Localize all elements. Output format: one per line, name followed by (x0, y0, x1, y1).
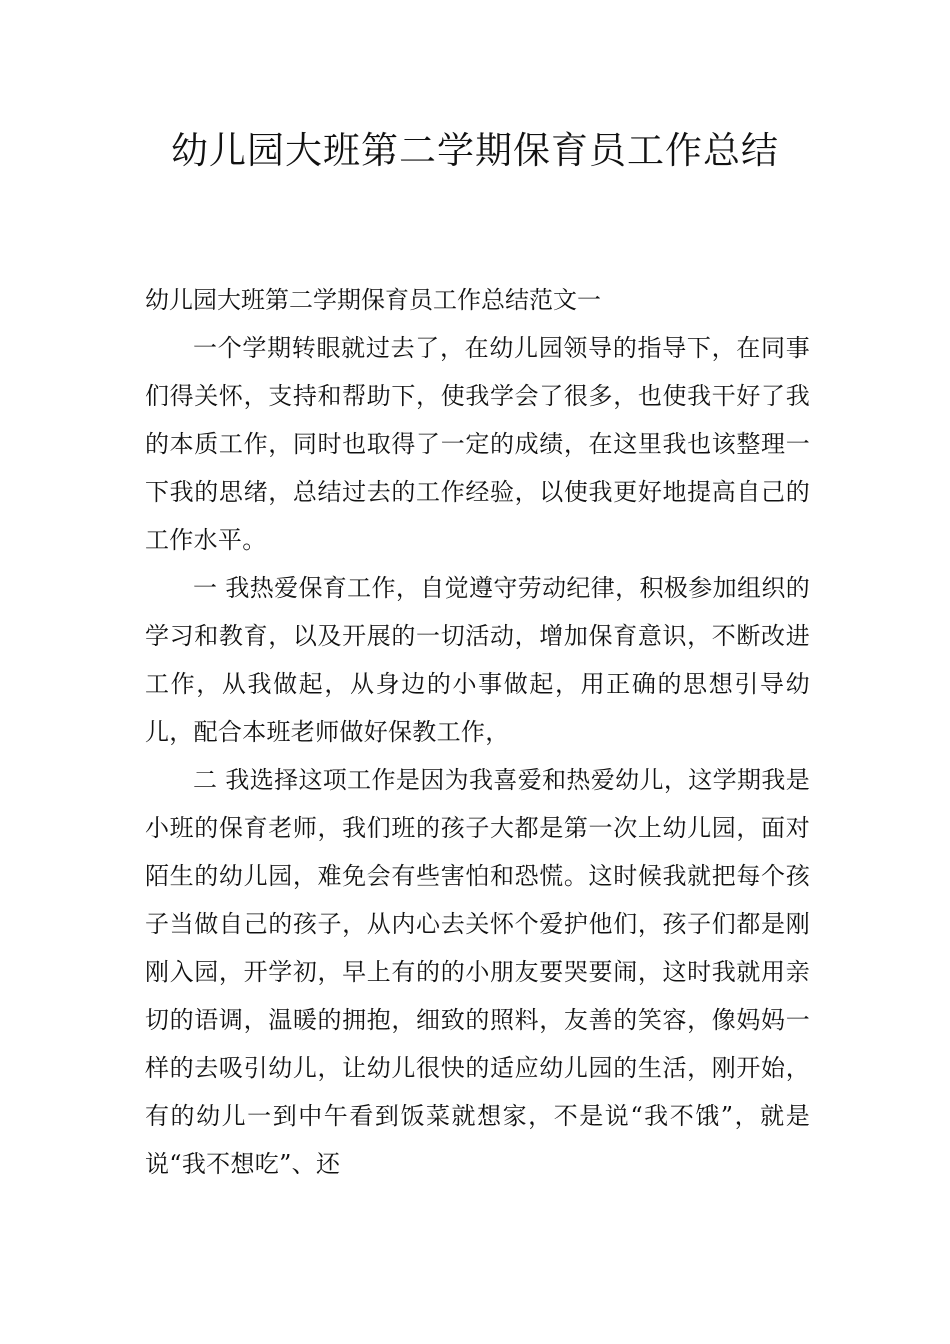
document-subtitle: 幼儿园大班第二学期保育员工作总结范文一 (145, 286, 601, 314)
paragraph-intro: 一个学期转眼就过去了，在幼儿园领导的指导下，在同事们得关怀，支持和帮助下，使我学会了很多，也使我干好了我的本质工作，同时也取得了一定的成绩，在这里我也该整理一下我的思绪，总结过去的工作经验，以使我更好地提高自己的工作水平。 (145, 334, 810, 554)
paragraph-section-two: 二 我选择这项工作是因为我喜爱和热爱幼儿，这学期我是小班的保育老师，我们班的孩子大都是第一次上幼儿园，面对陌生的幼儿园，难免会有些害怕和恐慌。这时候我就把每个孩子当做自己的孩子，从内心去关怀个爱护他们，孩子们都是刚刚入园，开学初，早上有的的小朋友要哭要闹，这时我就用亲切的语调，温暖的拥抱，细致的照料，友善的笑容，像妈妈一样的去吸引幼儿，让幼儿很快的适应幼儿园的生活，刚开始，有的幼儿一到中午看到饭菜就想家，不是说“我不饿”，就是说“我不想吃”、还 (145, 766, 810, 1178)
document-title: 幼儿园大班第二学期保育员工作总结 (171, 129, 779, 172)
document-body (145, 276, 810, 1188)
paragraph-section-one: 一 我热爱保育工作，自觉遵守劳动纪律，积极参加组织的学习和教育，以及开展的一切活动，增加保育意识，不断改进工作，从我做起，从身边的小事做起，用正确的思想引导幼儿，配合本班老师做好保教工作， (145, 574, 810, 746)
